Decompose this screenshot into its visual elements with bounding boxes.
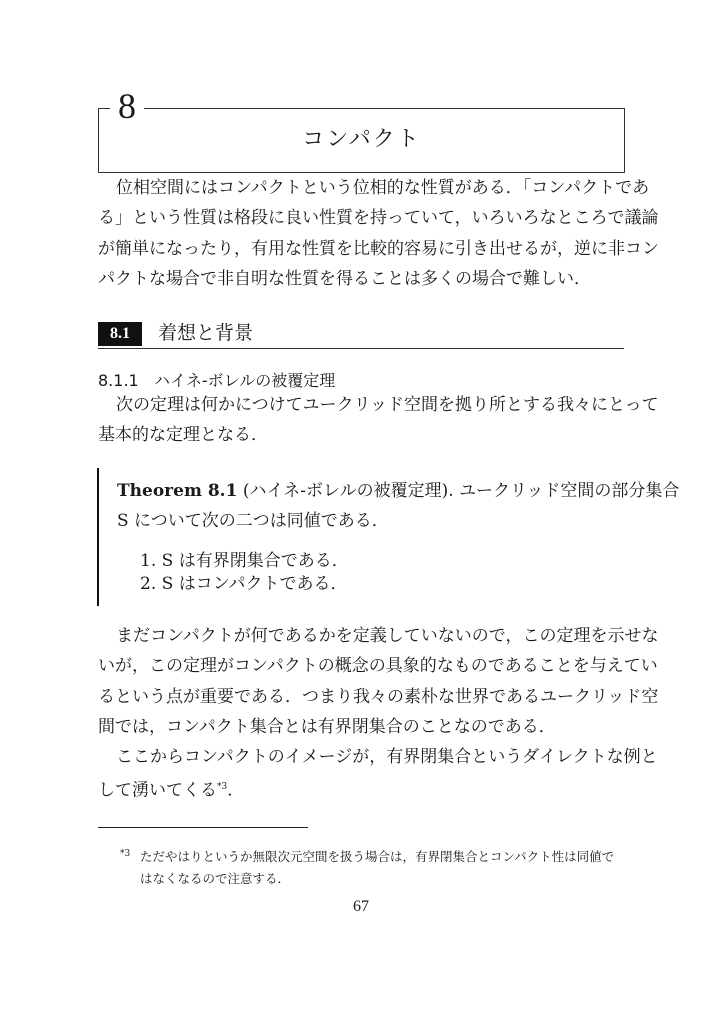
- intro-line: る」という性質は格段に良い性質を持っていて，いろいろなところで議論: [98, 208, 659, 228]
- section-title: 着想と背景: [158, 322, 254, 344]
- para3-line: ここからコンパクトのイメージが，有界閉集合というダイレクトな例と: [116, 747, 658, 767]
- para3-text: して湧いてくる: [98, 780, 217, 801]
- section-number: 8.1: [98, 322, 142, 346]
- theorem-item: [140, 550, 349, 572]
- para2-line: るという点が重要である．つまり我々の素朴な世界であるユークリッド空: [98, 687, 659, 707]
- theorem-label: Theorem 8.1: [117, 481, 238, 501]
- footnote-rule: [98, 827, 308, 828]
- theorem-bar: [97, 468, 99, 606]
- para2-line: まだコンパクトが何であるかを定義していないので，この定理を示せな: [116, 626, 659, 646]
- footnote-line: はなくなるので注意する．: [140, 871, 291, 886]
- footnote-marker: *3: [120, 849, 131, 859]
- para2-line: いが，この定理がコンパクトの概念の具象的なものであることを与えてい: [98, 656, 658, 676]
- footnote-line: ただやはりというか無限次元空間を扱う場合は，有界閉集合とコンパクト性は同値で: [140, 849, 615, 864]
- theorem-line: [117, 480, 680, 502]
- chapter-title: コンパクト: [302, 127, 421, 152]
- item-text: S は有界閉集合である．: [161, 551, 349, 571]
- subsection-number: 8.1.1: [98, 371, 139, 390]
- subsection-heading: [98, 370, 335, 392]
- para1-line: 次の定理は何かにつけてユークリッド空間を拠り所とする我々にとって: [116, 395, 659, 415]
- intro-line: 位相空間にはコンパクトという位相的な性質がある．「コンパクトであ: [116, 178, 650, 198]
- page-number: 67: [353, 898, 369, 915]
- item-text: S はコンパクトである．: [161, 574, 348, 594]
- footnote-ref[interactable]: *3: [217, 782, 228, 792]
- para1-line: 基本的な定理となる．: [98, 425, 268, 445]
- para3-line: [98, 776, 624, 802]
- item-number: 2.: [140, 574, 157, 594]
- theorem-text: ユークリッド空間の部分集合: [459, 481, 680, 501]
- theorem-item: [140, 573, 348, 595]
- chapter-number: 8: [110, 84, 144, 128]
- intro-line: が簡単になったり，有用な性質を比較的容易に引き出せるが，逆に非コン: [98, 239, 659, 259]
- theorem-line: S について次の二つは同値である．: [117, 511, 389, 531]
- para2-line: 間では，コンパクト集合とは有界閉集合のことなのである．: [98, 717, 556, 737]
- intro-line: パクトな場合で非自明な性質を得ることは多くの場合で難しい．: [98, 269, 591, 289]
- section-rule: [98, 348, 624, 349]
- subsection-title: ハイネ-ボレルの被覆定理: [153, 371, 336, 390]
- theorem-name: (ハイネ-ボレルの被覆定理).: [242, 481, 454, 501]
- item-number: 1.: [140, 551, 157, 571]
- para3-end: ．: [227, 780, 245, 801]
